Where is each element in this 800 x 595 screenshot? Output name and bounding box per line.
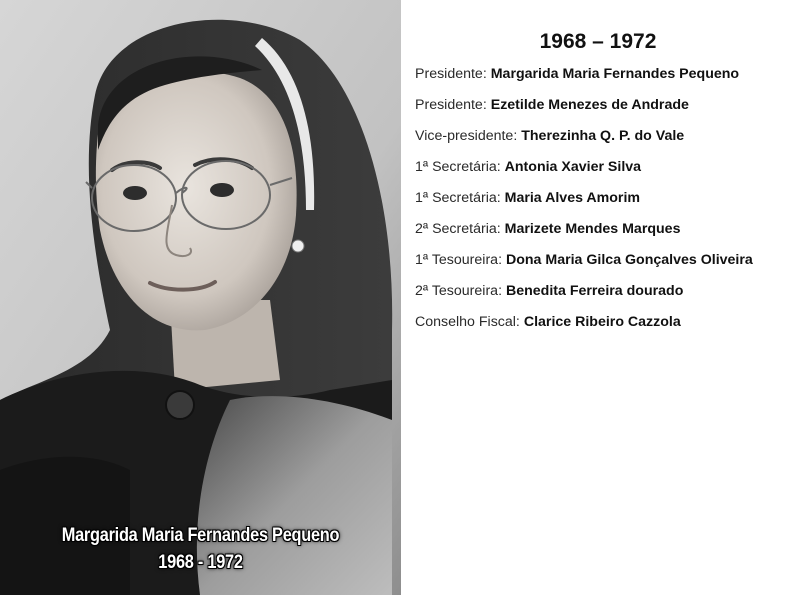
member-name: Antonia Xavier Silva — [504, 159, 642, 175]
member-name: Maria Alves Amorim — [504, 190, 640, 206]
member-role: Vice-presidente: — [415, 128, 518, 144]
board-listing — [415, 0, 781, 595]
member-entry-presidente-1 — [415, 66, 779, 83]
member-entry-presidente-2 — [415, 97, 779, 114]
member-name: Clarice Ribeiro Cazzola — [523, 314, 681, 330]
member-role: Presidente: — [415, 97, 487, 113]
member-entry-1a-secretaria-1 — [415, 159, 779, 176]
member-role: Conselho Fiscal: — [415, 314, 520, 330]
member-role: 1ª Tesoureira: — [415, 252, 503, 268]
member-role: Presidente: — [415, 66, 487, 82]
member-name: Margarida Maria Fernandes Pequeno — [490, 66, 740, 82]
member-name: Dona Maria Gilca Gonçalves Oliveira — [505, 252, 753, 268]
member-entry-vice-presidente — [415, 128, 779, 145]
member-role: 1ª Secretária: — [415, 159, 501, 175]
photo-caption-years: 1968 - 1972 — [158, 552, 243, 573]
member-entry-2a-tesoureira — [415, 283, 779, 300]
member-name: Therezinha Q. P. do Vale — [521, 128, 685, 144]
member-entry-1a-tesoureira — [415, 252, 779, 269]
member-name: Marizete Mendes Marques — [504, 221, 681, 237]
member-entry-2a-secretaria — [415, 221, 779, 238]
member-name: Ezetilde Menezes de Andrade — [490, 97, 689, 113]
member-name: Benedita Ferreira dourado — [505, 283, 684, 299]
member-role: 2ª Tesoureira: — [415, 283, 503, 299]
member-role: 1ª Secretária: — [415, 190, 501, 206]
board-period-title: 1968 – 1972 — [539, 30, 657, 53]
member-entry-conselho-fiscal — [415, 314, 779, 331]
board-members-list — [415, 66, 779, 345]
member-entry-1a-secretaria-2 — [415, 190, 779, 207]
photo-caption-name: Margarida Maria Fernandes Pequeno — [61, 525, 340, 546]
member-role: 2ª Secretária: — [415, 221, 501, 237]
